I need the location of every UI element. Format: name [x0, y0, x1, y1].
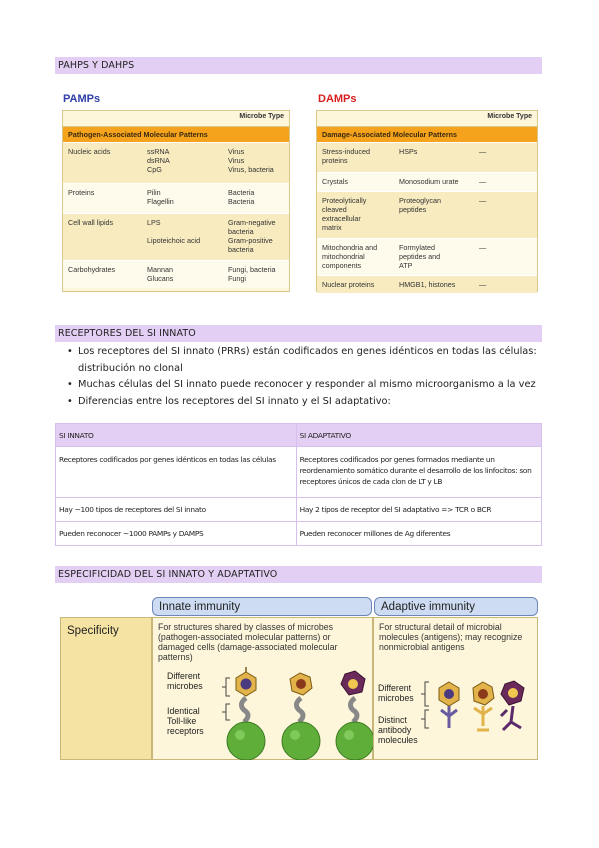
- label-identical-tlr: Identical Toll-like receptors: [167, 706, 204, 736]
- pamps-cell-category: Nucleic acids: [68, 147, 111, 156]
- pamps-cell-molecule: Pilin Flagellin: [147, 188, 174, 206]
- pamps-cell-category: Cell wall lipids: [68, 218, 114, 227]
- pamps-row: [63, 260, 289, 288]
- specificity-label: Specificity: [67, 625, 119, 637]
- header-si-innato: SI INNATO: [56, 424, 297, 447]
- damps-cell-molecule: HMGB1, histones: [399, 280, 456, 289]
- microbe-1-icon: [236, 667, 256, 696]
- damps-cell-microbe: —: [479, 243, 487, 252]
- adaptive-specificity-text: For structural detail of microbial molecules (antigens); may recognize nonmicrobial antigens: [379, 622, 523, 652]
- label-different-microbes: Different microbes: [167, 671, 203, 691]
- antibody-icon: [441, 706, 521, 730]
- adaptive-immunity-header: Adaptive immunity: [374, 597, 538, 616]
- damps-cell-microbe: —: [479, 196, 487, 205]
- damps-title: DAMPs: [318, 93, 357, 105]
- table-row: [56, 447, 542, 498]
- pamps-cell-molecule: ssRNA dsRNA CpG: [147, 147, 170, 174]
- pamps-row: [63, 142, 289, 183]
- green-cell-icon: [227, 722, 373, 760]
- damps-row: [317, 238, 537, 275]
- pamps-cell-microbe: Virus Virus Virus, bacteria: [228, 147, 274, 174]
- table-cell: Hay ~100 tipos de receptores del SI innato: [56, 498, 297, 522]
- bullet-list: [66, 344, 551, 410]
- tlr-receptor-icon: [241, 698, 357, 722]
- damps-cell-microbe: —: [479, 147, 487, 156]
- bullet-item: • Muchas células del SI innato puede reconocer y responder al mismo microorganismo a la vez: [66, 377, 551, 394]
- label-distinct-antibody: Distinct antibody molecules: [378, 715, 418, 745]
- comparison-table: [55, 423, 542, 546]
- pamps-row: [63, 183, 289, 213]
- damps-cell-category: Stress-induced proteins: [322, 147, 370, 165]
- damps-row: [317, 172, 537, 191]
- table-row: [56, 522, 542, 546]
- innate-specificity-text: For structures shared by classes of microbes (pathogen-associated molecular patterns) or damaged cells (damage-associated molecular patterns): [158, 622, 338, 662]
- pamps-cell-molecule: LPS Lipoteichoic acid: [147, 218, 201, 245]
- damps-cell-molecule: Formylated peptides and ATP: [399, 243, 441, 270]
- microbe-b-icon: [473, 682, 494, 705]
- pamps-band: Pathogen-Associated Molecular Patterns: [63, 127, 289, 142]
- damps-cell-category: Proteolytically cleaved extracellular matrix: [322, 196, 367, 232]
- section-header-receptores: RECEPTORES DEL SI INNATO: [55, 325, 542, 342]
- pamps-cell-molecule: Mannan Glucans: [147, 265, 174, 283]
- bullet-item: • Los receptores del SI innato (PRRs) están codificados en genes idénticos en todas las células: distribución no clonal: [66, 344, 551, 377]
- header-si-adaptativo: SI ADAPTATIVO: [296, 424, 541, 447]
- bracket-adaptive-microbes: [421, 682, 429, 706]
- innate-receptors-illustration: [152, 660, 373, 760]
- table-cell: Pueden reconocer ~1000 PAMPs y DAMPS: [56, 522, 297, 546]
- damps-table: [316, 110, 538, 292]
- damps-cell-microbe: —: [479, 280, 487, 289]
- table-cell: Pueden reconocer millones de Ag diferentes: [296, 522, 541, 546]
- pamps-cell-microbe: Gram-negative bacteria Gram-positive bacteria: [228, 218, 276, 254]
- damps-row: [317, 142, 537, 172]
- section-header-especificidad: ESPECIFICIDAD DEL SI INNATO Y ADAPTATIVO: [55, 566, 542, 583]
- table-cell: Receptores codificados por genes idénticos en todas las células: [56, 447, 297, 498]
- damps-cell-microbe: —: [479, 177, 487, 186]
- damps-cell-category: Crystals: [322, 177, 348, 186]
- damps-cell-molecule: HSPs: [399, 147, 418, 156]
- microbe-3-icon: [341, 671, 365, 695]
- bracket-receptors: [222, 704, 230, 720]
- microbe-c-icon: [501, 681, 524, 705]
- bracket-microbes: [222, 678, 230, 696]
- pamps-cell-category: Proteins: [68, 188, 95, 197]
- table-row: [56, 498, 542, 522]
- damps-microbe-type-header: Microbe Type: [317, 111, 537, 127]
- pamps-table: [62, 110, 290, 292]
- microbe-a-icon: [439, 682, 459, 706]
- damps-cell-molecule: Monosodium urate: [399, 177, 459, 186]
- damps-row: [317, 191, 537, 238]
- damps-cell-molecule: Proteoglycan peptides: [399, 196, 441, 214]
- table-cell: Hay 2 tipos de receptor del SI adaptativo => TCR o BCR: [296, 498, 541, 522]
- damps-cell-category: Mitochondria and mitochondrial components: [322, 243, 378, 270]
- pamps-row: [63, 213, 289, 260]
- bracket-antibodies: [421, 710, 429, 728]
- pamps-cell-category: Carbohydrates: [68, 265, 116, 274]
- pamps-microbe-type-header: Microbe Type: [63, 111, 289, 127]
- label-different-microbes-adaptive: Different microbes: [378, 683, 414, 703]
- damps-row: [317, 275, 537, 293]
- section-header-pahps-dahps: PAHPS Y DAHPS: [55, 57, 542, 74]
- table-cell: Receptores codificados por genes formados mediante un reordenamiento somático durante el desarrollo de los linfocitos: son receptores únicos de cada clon de LT y LB: [296, 447, 541, 498]
- microbe-2-icon: [290, 673, 312, 695]
- adaptive-antibodies-illustration: [373, 660, 538, 760]
- bullet-item: • Diferencias entre los receptores del SI innato y el SI adaptativo:: [66, 394, 551, 411]
- pamps-cell-microbe: Fungi, bacteria Fungi: [228, 265, 276, 283]
- damps-band: Damage-Associated Molecular Patterns: [317, 127, 537, 142]
- innate-immunity-header: Innate immunity: [152, 597, 372, 616]
- pamps-cell-microbe: Bacteria Bacteria: [228, 188, 255, 206]
- pamps-title: PAMPs: [63, 93, 101, 105]
- damps-cell-category: Nuclear proteins: [322, 280, 375, 289]
- specificity-label-box: [60, 617, 152, 760]
- comparison-header-row: [56, 424, 542, 447]
